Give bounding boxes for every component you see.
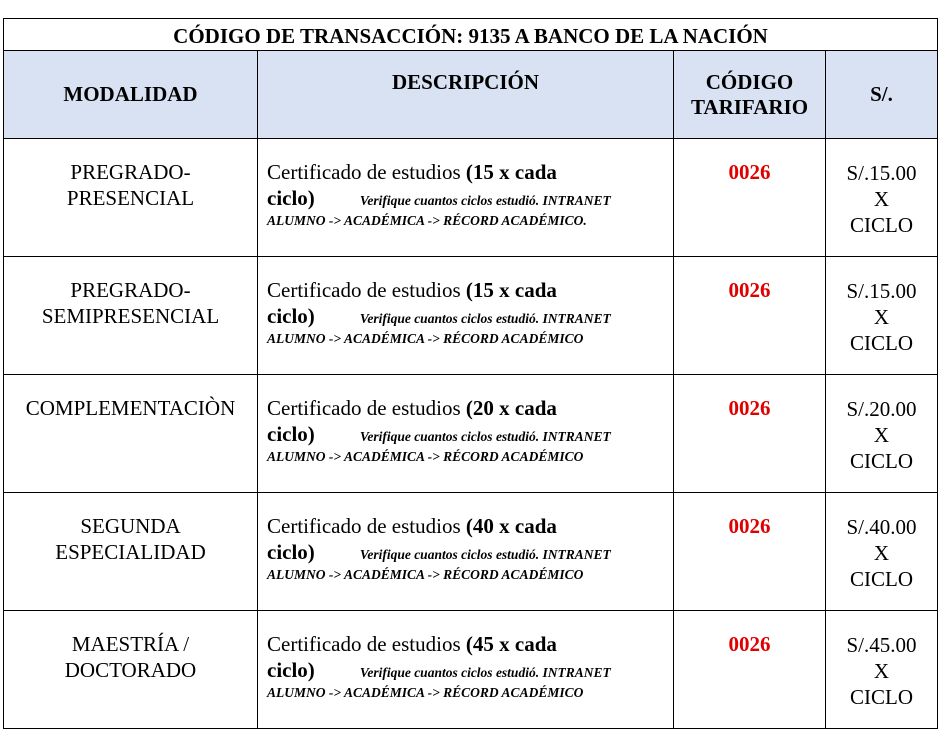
descripcion-note-line2: ALUMNO -> ACADÉMICA -> RÉCORD ACADÉMICO	[267, 449, 584, 464]
header-soles: S/.	[826, 51, 938, 139]
codigo-cell: 0026	[674, 493, 826, 611]
descripcion-rate: (45 x cada	[465, 632, 557, 656]
descripcion-cell	[258, 139, 674, 257]
codigo-cell: 0026	[674, 139, 826, 257]
descripcion-note-line2: ALUMNO -> ACADÉMICA -> RÉCORD ACADÉMICO	[267, 685, 584, 700]
descripcion-text: Certificado de estudios	[267, 160, 466, 184]
descripcion-cell	[258, 257, 674, 375]
precio-amount: S/.40.00	[846, 515, 917, 539]
descripcion-text: Certificado de estudios	[267, 632, 466, 656]
descripcion-cell	[258, 611, 674, 729]
descripcion-rate-unit: ciclo)	[267, 422, 315, 446]
descripcion-note-line1: Verifique cuantos ciclos estudió. INTRANET	[359, 311, 611, 326]
descripcion-rate: (15 x cada	[465, 278, 557, 302]
precio-x: X	[873, 187, 890, 211]
descripcion-text: Certificado de estudios	[267, 278, 466, 302]
descripcion-note-line2: ALUMNO -> ACADÉMICA -> RÉCORD ACADÉMICO	[267, 567, 584, 582]
table-row	[4, 611, 938, 729]
table-row	[4, 257, 938, 375]
descripcion-note-line1: Verifique cuantos ciclos estudió. INTRANET	[359, 429, 611, 444]
precio-cell	[826, 257, 938, 375]
precio-cell	[826, 139, 938, 257]
precio-cell	[826, 375, 938, 493]
descripcion-rate: (40 x cada	[465, 514, 557, 538]
modalidad-line2: DOCTORADO	[64, 658, 197, 682]
header-codigo-line2: TARIFARIO	[690, 94, 809, 119]
descripcion-text: Certificado de estudios	[267, 514, 466, 538]
precio-cell	[826, 611, 938, 729]
header-modalidad: MODALIDAD	[4, 51, 258, 139]
precio-x: X	[873, 423, 890, 447]
precio-unit: CICLO	[850, 685, 913, 709]
modalidad-cell	[4, 257, 258, 375]
precio-unit: CICLO	[850, 213, 913, 237]
descripcion-rate: (15 x cada	[465, 160, 557, 184]
modalidad-line1: PREGRADO-	[70, 160, 191, 184]
precio-x: X	[873, 305, 890, 329]
modalidad-line1: SEGUNDA	[80, 514, 181, 538]
precio-x: X	[873, 659, 890, 683]
precio-unit: CICLO	[850, 449, 913, 473]
precio-amount: S/.15.00	[846, 279, 917, 303]
modalidad-cell	[4, 611, 258, 729]
descripcion-rate-unit: ciclo)	[267, 658, 315, 682]
precio-amount: S/.45.00	[846, 633, 917, 657]
tariff-table	[3, 18, 938, 729]
descripcion-rate: (20 x cada	[465, 396, 557, 420]
table-row	[4, 493, 938, 611]
modalidad-line2: SEMIPRESENCIAL	[41, 304, 220, 328]
modalidad-line1: COMPLEMENTACIÒN	[25, 396, 236, 420]
precio-unit: CICLO	[850, 331, 913, 355]
modalidad-cell	[4, 139, 258, 257]
header-descripcion: DESCRIPCIÓN	[258, 51, 674, 139]
modalidad-line1: MAESTRÍA /	[71, 632, 190, 656]
modalidad-line2: PRESENCIAL	[66, 186, 195, 210]
header-codigo-tarifario	[674, 51, 826, 139]
modalidad-line1: PREGRADO-	[70, 278, 191, 302]
descripcion-cell	[258, 493, 674, 611]
modalidad-cell	[4, 493, 258, 611]
tariff-document	[3, 18, 937, 729]
codigo-cell: 0026	[674, 257, 826, 375]
modalidad-line2: ESPECIALIDAD	[55, 540, 206, 564]
precio-unit: CICLO	[850, 567, 913, 591]
table-title: CÓDIGO DE TRANSACCIÓN: 9135 A BANCO DE LA NACIÓN	[4, 19, 938, 51]
descripcion-cell	[258, 375, 674, 493]
descripcion-rate-unit: ciclo)	[267, 186, 315, 210]
modalidad-cell	[4, 375, 258, 493]
precio-cell	[826, 493, 938, 611]
precio-x: X	[873, 541, 890, 565]
codigo-cell: 0026	[674, 375, 826, 493]
table-row	[4, 375, 938, 493]
descripcion-note-line1: Verifique cuantos ciclos estudió. INTRANET	[359, 665, 611, 680]
descripcion-rate-unit: ciclo)	[267, 304, 315, 328]
precio-amount: S/.15.00	[846, 161, 917, 185]
header-codigo-line1: CÓDIGO	[705, 69, 794, 94]
table-row	[4, 139, 938, 257]
descripcion-note-line1: Verifique cuantos ciclos estudió. INTRANET	[359, 193, 611, 208]
descripcion-text: Certificado de estudios	[267, 396, 466, 420]
descripcion-note-line2: ALUMNO -> ACADÉMICA -> RÉCORD ACADÉMICO	[267, 331, 584, 346]
descripcion-note-line1: Verifique cuantos ciclos estudió. INTRANET	[359, 547, 611, 562]
descripcion-note-line2: ALUMNO -> ACADÉMICA -> RÉCORD ACADÉMICO.	[267, 213, 587, 228]
header-row	[4, 51, 938, 139]
descripcion-rate-unit: ciclo)	[267, 540, 315, 564]
codigo-cell: 0026	[674, 611, 826, 729]
precio-amount: S/.20.00	[846, 397, 917, 421]
